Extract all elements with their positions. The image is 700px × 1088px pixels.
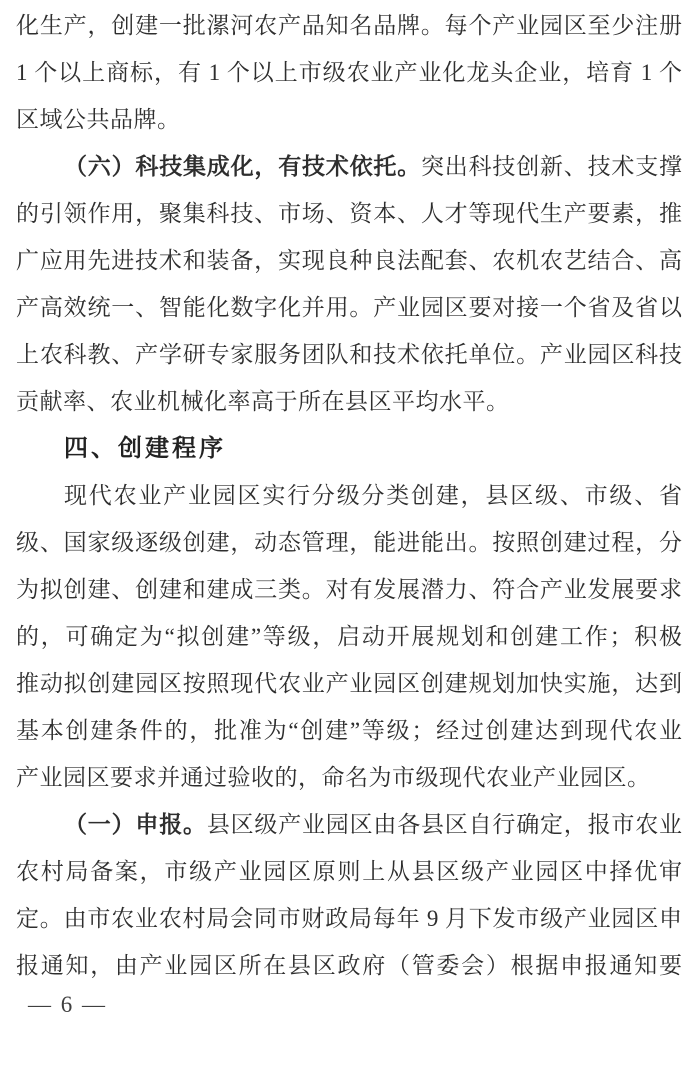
body-text: 定。由市农业农村局会同市财政局每年 9 月下发市级产业园区申 [16,906,682,931]
body-text: 推动拟创建园区按照现代农业产业园区创建规划加快实施，达到 [16,671,682,696]
text-line [16,96,682,143]
body-text: 1 个以上商标，有 1 个以上市级农业产业化龙头企业，培育 1 个 [16,60,682,85]
text-line [16,566,682,613]
text-line [16,801,682,848]
text-line [16,895,682,942]
body-text: 的，可确定为“拟创建”等级，启动开展规划和创建工作；积极 [16,624,682,649]
text-line [16,613,682,660]
body-text: 产业园区要求并通过验收的，命名为市级现代农业产业园区。 [16,765,651,790]
body-text: 报通知，由产业园区所在县区政府（管委会）根据申报通知要 [16,953,682,978]
emphasized-text: （一）申报。 [64,812,207,837]
text-line [16,754,682,801]
body-text: 级、国家级逐级创建，动态管理，能进能出。按照创建过程，分 [16,530,682,555]
section-heading [16,425,682,472]
text-line [16,49,682,96]
text-line [16,848,682,895]
body-text: 基本创建条件的，批准为“创建”等级；经过创建达到现代农业 [16,718,682,743]
body-text: 化生产，创建一批漯河农产品知名品牌。每个产业园区至少注册 [16,13,682,38]
emphasized-text: 四、创建程序 [64,435,226,462]
body-text: 突出科技创新、技术支撑 [421,154,682,179]
body-text: 农村局备案，市级产业园区原则上从县区级产业园区中择优审 [16,859,682,884]
body-text: 为拟创建、创建和建成三类。对有发展潜力、符合产业发展要求 [16,577,682,602]
body-text: 现代农业产业园区实行分级分类创建，县区级、市级、省 [64,483,682,508]
page-number: — 6 — [28,992,107,1017]
body-text: 贡献率、农业机械化率高于所在县区平均水平。 [16,389,510,414]
text-line [16,331,682,378]
body-text: 产高效统一、智能化数字化并用。产业园区要对接一个省及省以 [16,295,682,320]
text-line [16,660,682,707]
body-text: 县区级产业园区由各县区自行确定，报市农业 [206,812,682,837]
text-line [16,942,682,989]
text-line [16,190,682,237]
body-text: 的引领作用，聚集科技、市场、资本、人才等现代生产要素，推 [16,201,682,226]
text-line [16,519,682,566]
emphasized-text: （六）科技集成化，有技术依托。 [64,154,421,179]
text-line [16,472,682,519]
body-text: 区域公共品牌。 [16,107,181,132]
body-text: 广应用先进技术和装备，实现良种良法配套、农机农艺结合、高 [16,248,682,273]
text-line [16,237,682,284]
page-footer [28,990,107,1020]
text-line [16,2,682,49]
text-line [16,707,682,754]
body-text: 上农科教、产学研专家服务团队和技术依托单位。产业园区科技 [16,342,682,367]
document-body [16,2,682,989]
text-line [16,378,682,425]
text-line [16,284,682,331]
text-line [16,143,682,190]
